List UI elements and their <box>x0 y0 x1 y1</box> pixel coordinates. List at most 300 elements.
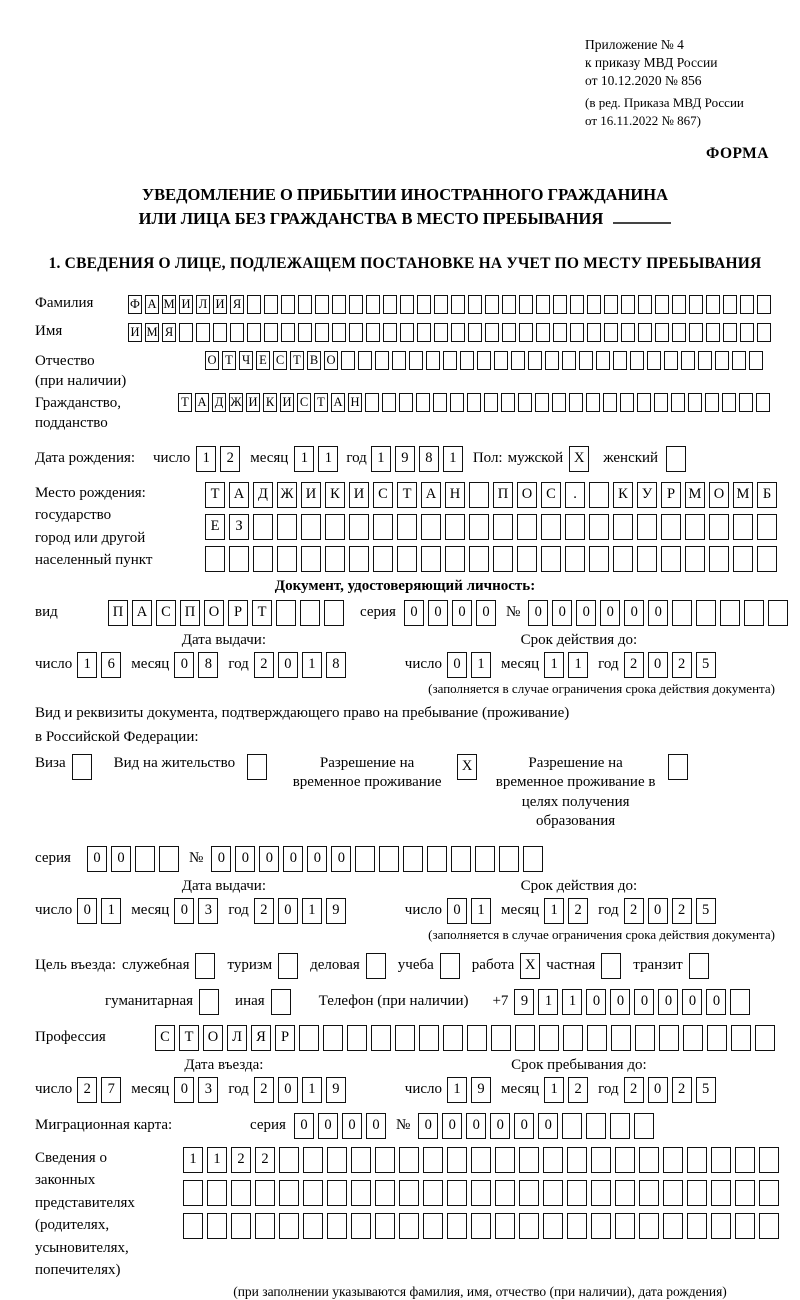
char-cell[interactable]: X <box>569 446 589 472</box>
char-cell[interactable] <box>687 1213 707 1239</box>
citizenship-cells[interactable] <box>178 393 770 412</box>
char-cell[interactable] <box>661 514 681 540</box>
char-cell[interactable] <box>447 1213 467 1239</box>
char-cell[interactable] <box>759 1147 779 1173</box>
char-cell[interactable] <box>567 1213 587 1239</box>
char-cell[interactable]: Е <box>256 351 270 370</box>
char-cell[interactable]: И <box>213 295 227 314</box>
char-cell[interactable] <box>569 393 583 412</box>
char-cell[interactable] <box>519 1180 539 1206</box>
char-cell[interactable]: М <box>162 295 176 314</box>
char-cell[interactable] <box>379 846 399 872</box>
char-cell[interactable] <box>639 1180 659 1206</box>
char-cell[interactable]: 0 <box>466 1113 486 1139</box>
char-cell[interactable] <box>366 953 386 979</box>
char-cell[interactable] <box>553 295 567 314</box>
char-cell[interactable] <box>562 351 576 370</box>
char-cell[interactable] <box>485 295 499 314</box>
char-cell[interactable] <box>523 846 543 872</box>
char-cell[interactable]: Р <box>228 600 248 626</box>
char-cell[interactable] <box>400 323 414 342</box>
char-cell[interactable] <box>732 351 746 370</box>
char-cell[interactable]: О <box>203 1025 223 1051</box>
char-cell[interactable]: А <box>229 482 249 508</box>
char-cell[interactable] <box>427 846 447 872</box>
char-cell[interactable]: 1 <box>302 652 322 678</box>
char-cell[interactable]: 0 <box>294 1113 314 1139</box>
char-cell[interactable] <box>423 1213 443 1239</box>
char-cell[interactable]: 0 <box>278 652 298 678</box>
birthplace-row1-cells[interactable] <box>205 482 777 508</box>
char-cell[interactable] <box>382 393 396 412</box>
char-cell[interactable] <box>421 514 441 540</box>
doc-valid-month-cells[interactable] <box>544 652 588 678</box>
char-cell[interactable] <box>247 295 261 314</box>
doc-type-cells[interactable] <box>108 600 344 626</box>
char-cell[interactable]: 2 <box>624 1077 644 1103</box>
char-cell[interactable] <box>365 393 379 412</box>
char-cell[interactable] <box>757 295 771 314</box>
char-cell[interactable] <box>637 514 657 540</box>
char-cell[interactable] <box>517 514 537 540</box>
char-cell[interactable] <box>383 323 397 342</box>
char-cell[interactable] <box>541 514 561 540</box>
char-cell[interactable]: С <box>541 482 561 508</box>
char-cell[interactable] <box>451 846 471 872</box>
char-cell[interactable] <box>183 1213 203 1239</box>
char-cell[interactable] <box>279 1147 299 1173</box>
char-cell[interactable]: П <box>493 482 513 508</box>
char-cell[interactable]: 0 <box>648 600 668 626</box>
char-cell[interactable]: И <box>128 323 142 342</box>
char-cell[interactable] <box>351 1147 371 1173</box>
char-cell[interactable]: X <box>520 953 540 979</box>
char-cell[interactable]: 5 <box>696 898 716 924</box>
char-cell[interactable] <box>586 1113 606 1139</box>
stay-valid-day-cells[interactable] <box>447 898 491 924</box>
char-cell[interactable]: 0 <box>428 600 448 626</box>
char-cell[interactable]: Я <box>251 1025 271 1051</box>
char-cell[interactable] <box>277 514 297 540</box>
char-cell[interactable]: 2 <box>255 1147 275 1173</box>
char-cell[interactable] <box>281 323 295 342</box>
char-cell[interactable] <box>739 393 753 412</box>
temp-residence-checkbox[interactable] <box>457 754 477 780</box>
char-cell[interactable] <box>397 546 417 572</box>
residence-permit-checkbox[interactable] <box>247 754 267 780</box>
char-cell[interactable] <box>567 1147 587 1173</box>
char-cell[interactable] <box>698 351 712 370</box>
representatives-row2-cells[interactable] <box>183 1180 779 1206</box>
char-cell[interactable] <box>689 295 703 314</box>
char-cell[interactable] <box>611 1025 631 1051</box>
char-cell[interactable] <box>589 514 609 540</box>
char-cell[interactable] <box>451 323 465 342</box>
char-cell[interactable] <box>722 393 736 412</box>
char-cell[interactable]: Е <box>205 514 225 540</box>
purpose-other-checkbox[interactable] <box>271 989 291 1015</box>
char-cell[interactable]: 0 <box>87 846 107 872</box>
char-cell[interactable] <box>397 514 417 540</box>
char-cell[interactable] <box>399 393 413 412</box>
char-cell[interactable] <box>672 295 686 314</box>
char-cell[interactable] <box>400 295 414 314</box>
char-cell[interactable]: А <box>145 295 159 314</box>
char-cell[interactable]: 0 <box>648 898 668 924</box>
char-cell[interactable] <box>545 351 559 370</box>
doc-series-cells[interactable] <box>404 600 496 626</box>
char-cell[interactable] <box>205 546 225 572</box>
char-cell[interactable] <box>683 1025 703 1051</box>
char-cell[interactable] <box>450 393 464 412</box>
char-cell[interactable]: 1 <box>471 652 491 678</box>
char-cell[interactable]: 0 <box>634 989 654 1015</box>
representatives-row3-cells[interactable] <box>183 1213 779 1239</box>
char-cell[interactable]: Т <box>205 482 225 508</box>
stay-until-year-cells[interactable] <box>624 1077 716 1103</box>
option-visa[interactable]: Виза <box>35 754 92 780</box>
purpose-humanitarian-checkbox[interactable] <box>199 989 219 1015</box>
char-cell[interactable] <box>519 1213 539 1239</box>
char-cell[interactable] <box>587 323 601 342</box>
char-cell[interactable]: 2 <box>672 1077 692 1103</box>
char-cell[interactable]: О <box>709 482 729 508</box>
char-cell[interactable] <box>735 1213 755 1239</box>
char-cell[interactable]: 2 <box>672 652 692 678</box>
char-cell[interactable]: М <box>685 482 705 508</box>
char-cell[interactable]: 2 <box>624 652 644 678</box>
char-cell[interactable] <box>634 1113 654 1139</box>
char-cell[interactable] <box>468 295 482 314</box>
char-cell[interactable] <box>757 546 777 572</box>
char-cell[interactable] <box>207 1180 227 1206</box>
char-cell[interactable]: 0 <box>318 1113 338 1139</box>
migration-card-number-cells[interactable] <box>418 1113 654 1139</box>
char-cell[interactable]: 7 <box>101 1077 121 1103</box>
char-cell[interactable] <box>247 323 261 342</box>
char-cell[interactable] <box>621 323 635 342</box>
char-cell[interactable]: К <box>325 482 345 508</box>
char-cell[interactable] <box>349 295 363 314</box>
char-cell[interactable] <box>229 546 249 572</box>
char-cell[interactable]: 0 <box>452 600 472 626</box>
purpose-work-checkbox[interactable] <box>520 953 540 979</box>
char-cell[interactable] <box>668 754 688 780</box>
char-cell[interactable]: О <box>517 482 537 508</box>
char-cell[interactable]: Б <box>757 482 777 508</box>
char-cell[interactable] <box>519 295 533 314</box>
char-cell[interactable] <box>484 393 498 412</box>
stay-issue-day-cells[interactable] <box>77 898 121 924</box>
char-cell[interactable]: 1 <box>544 1077 564 1103</box>
char-cell[interactable] <box>358 351 372 370</box>
char-cell[interactable] <box>471 1180 491 1206</box>
char-cell[interactable] <box>426 351 440 370</box>
char-cell[interactable]: 0 <box>211 846 231 872</box>
char-cell[interactable]: Т <box>222 351 236 370</box>
char-cell[interactable]: Т <box>314 393 328 412</box>
char-cell[interactable]: 3 <box>198 898 218 924</box>
char-cell[interactable] <box>601 953 621 979</box>
char-cell[interactable] <box>392 351 406 370</box>
char-cell[interactable] <box>711 1180 731 1206</box>
char-cell[interactable] <box>659 1025 679 1051</box>
char-cell[interactable]: С <box>156 600 176 626</box>
char-cell[interactable] <box>615 1180 635 1206</box>
char-cell[interactable]: 1 <box>447 1077 467 1103</box>
char-cell[interactable] <box>417 295 431 314</box>
char-cell[interactable]: К <box>613 482 633 508</box>
char-cell[interactable] <box>395 1025 415 1051</box>
char-cell[interactable] <box>730 989 750 1015</box>
char-cell[interactable] <box>768 600 788 626</box>
char-cell[interactable] <box>423 1147 443 1173</box>
char-cell[interactable]: 2 <box>254 1077 274 1103</box>
option-residence-permit[interactable]: Вид на жительство <box>114 754 267 780</box>
char-cell[interactable] <box>433 393 447 412</box>
entry-year-cells[interactable] <box>254 1077 346 1103</box>
purpose-study-checkbox[interactable] <box>440 953 460 979</box>
char-cell[interactable] <box>469 514 489 540</box>
char-cell[interactable]: 0 <box>447 898 467 924</box>
char-cell[interactable] <box>375 351 389 370</box>
char-cell[interactable] <box>421 546 441 572</box>
char-cell[interactable] <box>519 1147 539 1173</box>
char-cell[interactable]: 0 <box>442 1113 462 1139</box>
patronymic-cells[interactable] <box>205 351 763 370</box>
char-cell[interactable] <box>740 323 754 342</box>
char-cell[interactable] <box>672 600 692 626</box>
char-cell[interactable] <box>647 351 661 370</box>
char-cell[interactable]: Ж <box>277 482 297 508</box>
char-cell[interactable] <box>552 393 566 412</box>
char-cell[interactable] <box>655 323 669 342</box>
char-cell[interactable] <box>349 323 363 342</box>
char-cell[interactable]: Р <box>661 482 681 508</box>
char-cell[interactable] <box>423 1180 443 1206</box>
char-cell[interactable]: 2 <box>672 898 692 924</box>
char-cell[interactable]: 1 <box>318 446 338 472</box>
char-cell[interactable] <box>615 1147 635 1173</box>
char-cell[interactable] <box>213 323 227 342</box>
char-cell[interactable] <box>494 351 508 370</box>
purpose-tourism-checkbox[interactable] <box>278 953 298 979</box>
char-cell[interactable] <box>255 1213 275 1239</box>
char-cell[interactable] <box>567 1180 587 1206</box>
char-cell[interactable] <box>366 295 380 314</box>
doc-issue-day-cells[interactable] <box>77 652 121 678</box>
char-cell[interactable] <box>715 351 729 370</box>
char-cell[interactable] <box>681 351 695 370</box>
char-cell[interactable]: 1 <box>207 1147 227 1173</box>
char-cell[interactable] <box>399 1213 419 1239</box>
char-cell[interactable] <box>301 514 321 540</box>
char-cell[interactable]: 0 <box>490 1113 510 1139</box>
char-cell[interactable] <box>664 351 678 370</box>
char-cell[interactable] <box>230 323 244 342</box>
char-cell[interactable] <box>759 1213 779 1239</box>
char-cell[interactable]: 0 <box>682 989 702 1015</box>
char-cell[interactable] <box>434 295 448 314</box>
birthdate-day-cells[interactable] <box>196 446 240 472</box>
char-cell[interactable]: 1 <box>196 446 216 472</box>
char-cell[interactable] <box>663 1213 683 1239</box>
char-cell[interactable] <box>587 295 601 314</box>
char-cell[interactable]: 8 <box>419 446 439 472</box>
char-cell[interactable]: 0 <box>538 1113 558 1139</box>
char-cell[interactable] <box>325 514 345 540</box>
char-cell[interactable]: 2 <box>77 1077 97 1103</box>
char-cell[interactable] <box>515 1025 535 1051</box>
purpose-commercial-checkbox[interactable] <box>366 953 386 979</box>
char-cell[interactable] <box>383 295 397 314</box>
char-cell[interactable]: Ж <box>229 393 243 412</box>
char-cell[interactable] <box>375 1180 395 1206</box>
char-cell[interactable] <box>613 351 627 370</box>
char-cell[interactable] <box>539 1025 559 1051</box>
char-cell[interactable]: 0 <box>648 1077 668 1103</box>
char-cell[interactable] <box>639 1213 659 1239</box>
char-cell[interactable] <box>276 600 296 626</box>
char-cell[interactable] <box>303 1147 323 1173</box>
char-cell[interactable] <box>278 953 298 979</box>
doc-valid-year-cells[interactable] <box>624 652 716 678</box>
char-cell[interactable]: Ч <box>239 351 253 370</box>
char-cell[interactable] <box>723 323 737 342</box>
char-cell[interactable]: 1 <box>183 1147 203 1173</box>
char-cell[interactable] <box>264 295 278 314</box>
char-cell[interactable]: К <box>263 393 277 412</box>
char-cell[interactable] <box>493 514 513 540</box>
char-cell[interactable]: 1 <box>568 652 588 678</box>
char-cell[interactable] <box>207 1213 227 1239</box>
char-cell[interactable] <box>409 351 423 370</box>
char-cell[interactable] <box>471 1147 491 1173</box>
char-cell[interactable]: С <box>373 482 393 508</box>
char-cell[interactable] <box>349 514 369 540</box>
char-cell[interactable] <box>671 393 685 412</box>
char-cell[interactable] <box>467 393 481 412</box>
char-cell[interactable] <box>323 1025 343 1051</box>
char-cell[interactable] <box>563 1025 583 1051</box>
char-cell[interactable] <box>371 1025 391 1051</box>
char-cell[interactable] <box>469 482 489 508</box>
char-cell[interactable] <box>630 351 644 370</box>
option-temp-residence[interactable]: Разрешение на временное проживание X <box>287 754 477 793</box>
option-temp-residence-education[interactable]: Разрешение на временное проживание в целях получения образования <box>493 754 688 832</box>
representatives-row1-cells[interactable] <box>183 1147 779 1173</box>
char-cell[interactable] <box>685 514 705 540</box>
char-cell[interactable]: 1 <box>101 898 121 924</box>
char-cell[interactable] <box>351 1213 371 1239</box>
char-cell[interactable] <box>596 351 610 370</box>
phone-cells[interactable] <box>514 989 750 1015</box>
char-cell[interactable]: У <box>637 482 657 508</box>
char-cell[interactable]: 0 <box>307 846 327 872</box>
char-cell[interactable]: Д <box>253 482 273 508</box>
char-cell[interactable] <box>279 1180 299 1206</box>
char-cell[interactable] <box>303 1180 323 1206</box>
char-cell[interactable]: 0 <box>342 1113 362 1139</box>
char-cell[interactable]: 1 <box>77 652 97 678</box>
char-cell[interactable] <box>434 323 448 342</box>
char-cell[interactable] <box>543 1180 563 1206</box>
char-cell[interactable] <box>604 295 618 314</box>
char-cell[interactable] <box>635 1025 655 1051</box>
char-cell[interactable] <box>733 546 753 572</box>
char-cell[interactable]: 0 <box>528 600 548 626</box>
char-cell[interactable] <box>324 600 344 626</box>
char-cell[interactable] <box>183 1180 203 1206</box>
char-cell[interactable]: 0 <box>366 1113 386 1139</box>
char-cell[interactable] <box>517 546 537 572</box>
char-cell[interactable] <box>253 514 273 540</box>
char-cell[interactable] <box>613 546 633 572</box>
char-cell[interactable] <box>264 323 278 342</box>
char-cell[interactable] <box>467 1025 487 1051</box>
char-cell[interactable]: 0 <box>174 1077 194 1103</box>
char-cell[interactable] <box>661 546 681 572</box>
char-cell[interactable]: 0 <box>447 652 467 678</box>
char-cell[interactable] <box>475 846 495 872</box>
char-cell[interactable] <box>135 846 155 872</box>
char-cell[interactable] <box>615 1213 635 1239</box>
char-cell[interactable]: 0 <box>476 600 496 626</box>
char-cell[interactable]: Д <box>212 393 226 412</box>
stay-until-day-cells[interactable] <box>447 1077 491 1103</box>
char-cell[interactable] <box>195 953 215 979</box>
char-cell[interactable] <box>755 1025 775 1051</box>
char-cell[interactable] <box>663 1180 683 1206</box>
char-cell[interactable]: Т <box>252 600 272 626</box>
char-cell[interactable] <box>315 323 329 342</box>
char-cell[interactable]: 1 <box>302 898 322 924</box>
char-cell[interactable] <box>196 323 210 342</box>
char-cell[interactable]: 0 <box>600 600 620 626</box>
char-cell[interactable] <box>706 295 720 314</box>
char-cell[interactable] <box>639 1147 659 1173</box>
char-cell[interactable]: 0 <box>658 989 678 1015</box>
char-cell[interactable] <box>720 600 740 626</box>
char-cell[interactable] <box>587 1025 607 1051</box>
char-cell[interactable] <box>373 514 393 540</box>
char-cell[interactable] <box>373 546 393 572</box>
char-cell[interactable] <box>638 295 652 314</box>
char-cell[interactable]: Я <box>162 323 176 342</box>
char-cell[interactable] <box>637 546 657 572</box>
char-cell[interactable] <box>440 953 460 979</box>
char-cell[interactable] <box>579 351 593 370</box>
char-cell[interactable] <box>277 546 297 572</box>
char-cell[interactable] <box>696 600 716 626</box>
char-cell[interactable] <box>711 1213 731 1239</box>
char-cell[interactable]: 1 <box>544 898 564 924</box>
char-cell[interactable]: О <box>204 600 224 626</box>
char-cell[interactable] <box>757 514 777 540</box>
char-cell[interactable]: 1 <box>538 989 558 1015</box>
char-cell[interactable]: П <box>180 600 200 626</box>
char-cell[interactable] <box>733 514 753 540</box>
char-cell[interactable] <box>315 295 329 314</box>
char-cell[interactable] <box>688 393 702 412</box>
char-cell[interactable]: Н <box>445 482 465 508</box>
char-cell[interactable]: П <box>108 600 128 626</box>
char-cell[interactable] <box>535 393 549 412</box>
char-cell[interactable] <box>347 1025 367 1051</box>
char-cell[interactable] <box>536 295 550 314</box>
char-cell[interactable] <box>403 846 423 872</box>
char-cell[interactable] <box>687 1147 707 1173</box>
